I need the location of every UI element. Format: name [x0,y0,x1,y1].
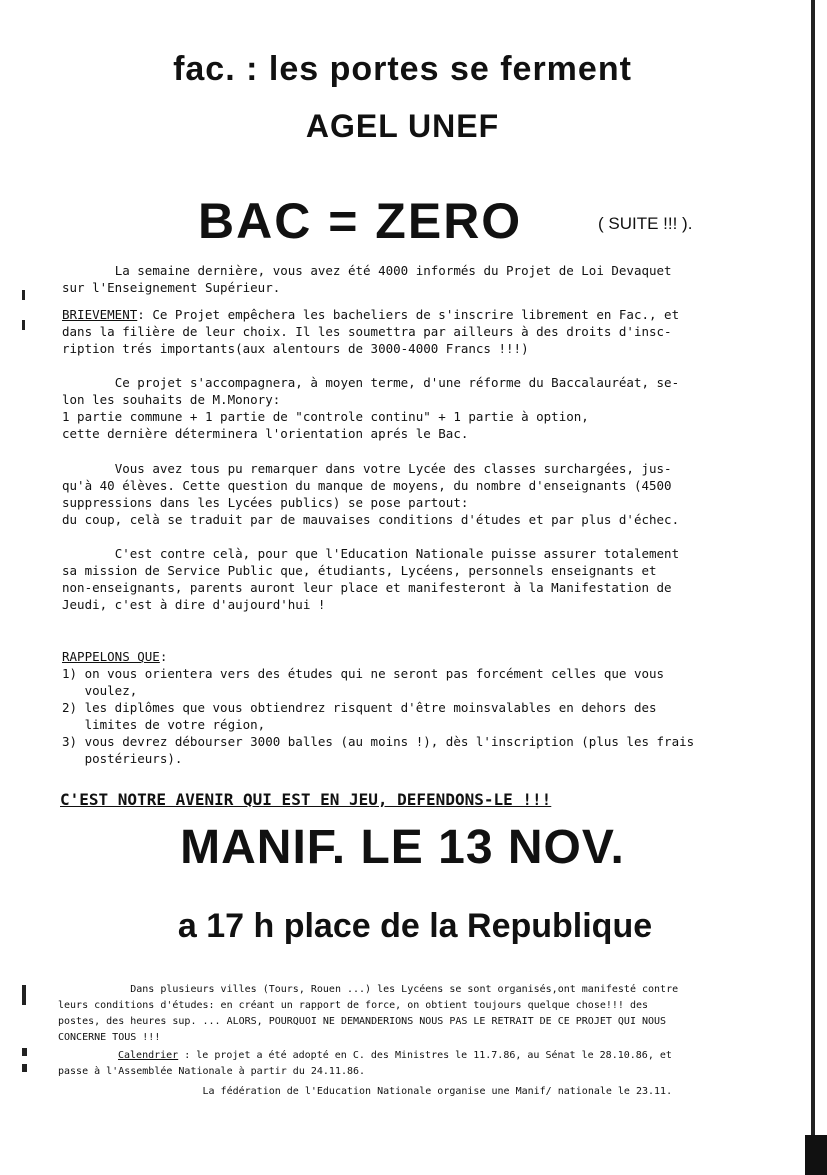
headline-suffix: ( SUITE !!! ). [598,214,693,233]
footer-calendrier [58,1048,788,1080]
margin-mark [22,1064,27,1072]
calendrier-text: : le projet a été adopté en C. des Ministres le 11.7.86, au Sénat le 28.10.86, et passe à l'Assemblée Nationale à partir du 24.11.86. [58,1050,672,1077]
calendrier-label: Calendrier [118,1050,179,1061]
paragraph-reforme: Ce projet s'accompagnera, à moyen terme, d'une réforme du Baccalauréat, se- lon les souhaits de M.Monory: 1 partie commune + 1 partie de "controle continu" + 1 partie à option, cette dernière déterminera l'orientation aprés le Bac. [62,375,680,441]
paragraph-intro: La semaine dernière, vous avez été 4000 informés du Projet de Loi Devaquet sur l'Enseignement Supérieur. [62,263,672,295]
headline: BAC = ZERO [198,193,523,249]
footer-federation: La fédération de l'Education Nationale organise une Manif/ nationale le 23.11. [58,1086,673,1097]
manif-place: a 17 h place de la Republique [177,907,653,945]
slogan: C'EST NOTRE AVENIR QUI EST EN JEU, DEFENDONS-LE !!! [60,790,552,809]
organization-title: AGEL UNEF [305,108,500,144]
margin-mark [22,290,25,300]
rappelons-label: RAPPELONS QUE [62,649,160,664]
rappelons-section [62,648,792,767]
rappelons-colon: : [159,649,168,664]
page-edge-shadow [811,0,815,1175]
paragraph-brievement [62,306,792,357]
paragraph-service-public: C'est contre celà, pour que l'Education Nationale puisse assurer totalement sa mission de Service Public que, étudiants, Lycéens, personnels enseignants et non-enseignants, parents auront leur place et manifesteront à la Manifestation de Jeudi, c'est à dire d'aujourd'hui ! [62,546,680,612]
margin-mark [22,320,25,330]
margin-mark [22,1048,27,1056]
paragraph-text: : Ce Projet empêchera les bacheliers de s'inscrire librement en Fac., et dans la filière de leur choix. Il les soumettra par ailleurs à des droits d'insc- ription trés importants(aux alentours de 3000-4000 Francs !!!) [62,307,680,356]
paragraph-label: BRIEVEMENT [62,307,138,322]
paragraph-lycees: Vous avez tous pu remarquer dans votre Lycée des classes surchargées, jus- qu'à 40 élèves. Cette question du manque de moyens, du nombre d'enseignants (4500 suppressions dans les Lycées publics) se pose partout: du coup, celà se traduit par de mauvaises conditions d'études et par plus d'échec. [62,461,680,527]
page-corner-shadow [805,1135,827,1175]
page-title: fac. : les portes se ferment [173,50,632,88]
footer-paragraph: Dans plusieurs villes (Tours, Rouen ...) les Lycéens se sont organisés,ont manifesté contre leurs conditions d'études: en créant un rapport de force, on obtient toujours quelque chose!!! des postes, des heures sup. ... ALORS, POURQUOI NE DEMANDERIONS NOUS PAS LE RETRAIT DE CE PROJET QUI NOUS CONCERNE TOUS !!! [58,984,679,1043]
margin-mark [22,985,26,1005]
manif-date: MANIF. LE 13 NOV. [180,821,625,874]
rappelons-list: 1) on vous orientera vers des études qui ne seront pas forcément celles que vous voulez, 2) les diplômes que vous obtiendrez risquent d'être moinsvalables en dehors des limites de votre région, 3) vous devrez débourser 3000 balles (au moins !), dès l'inscription (plus les frais postérieurs). [62,666,695,766]
